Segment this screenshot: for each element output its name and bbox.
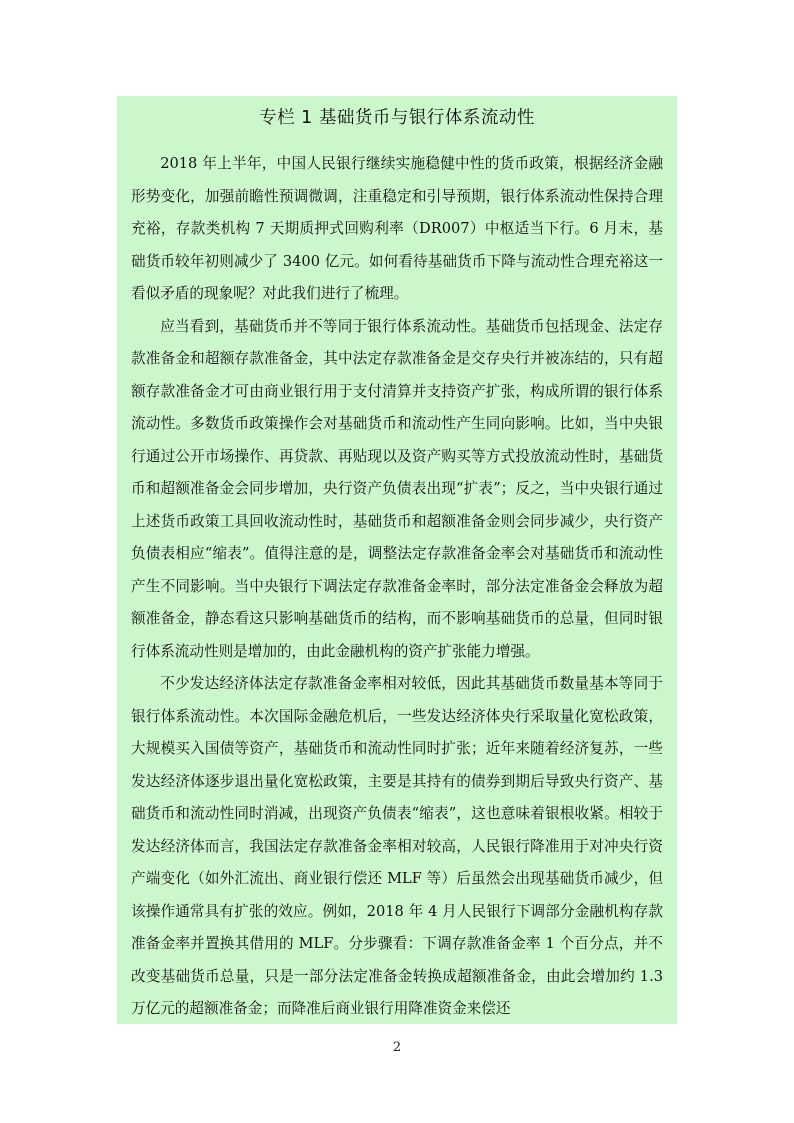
paragraph-3: 不少发达经济体法定存款准备金率相对较低，因此其基础货币数量基本等同于银行体系流动性。本次国际金融危机后，一些发达经济体央行采取量化宽松政策，大规模买入国债等资产，基础货币和流动性同时扩张；近年来随着经济复苏，一些发达经济体逐步退出量化宽松政策，主要是其持有的债券到期后导致央行资产、基础货币和流动性同时消减，出现资产负债表“缩表”，这也意味着银根收紧。相较于发达经济体而言，我国法定存款准备金率相对较高，人民银行降准用于对冲央行资产端变化（如外汇流出、商业银行偿还 MLF 等）后虽然会出现基础货币减少，但该操作通常具有扩张的效应。例如，2018 年 4 月人民银行下调部分金融机构存款准备金率并置换其借用的 MLF。分步骤看：下调存款准备金率 1 个百分点，并不改变基础货币总量，只是一部分法定准备金转换成超额准备金，由此会增加约 1.3 万亿元的超额准备金；而降准后商业银行用降准资金来偿还 <box>131 675 663 1017</box>
column-box <box>117 96 677 1024</box>
column-title: 专栏 1 基础货币与银行体系流动性 <box>259 108 535 128</box>
paragraph-1: 2018 年上半年，中国人民银行继续实施稳健中性的货币政策，根据经济金融形势变化，加强前瞻性预调微调，注重稳定和引导预期，银行体系流动性保持合理充裕，存款类机构 7 天期质押式回购利率（DR007）中枢适当下行。6 月末，基础货币较年初则减少了 3400 亿元。如何看待基础货币下降与流动性合理充裕这一看似矛盾的现象呢？对此我们进行了梳理。 <box>131 155 663 302</box>
paragraph-2: 应当看到，基础货币并不等同于银行体系流动性。基础货币包括现金、法定存款准备金和超额存款准备金，其中法定存款准备金是交存央行并被冻结的，只有超额存款准备金才可由商业银行用于支付清算并支持资产扩张，构成所谓的银行体系流动性。多数货币政策操作会对基础货币和流动性产生同向影响。比如，当中央银行通过公开市场操作、再贷款、再贴现以及资产购买等方式投放流动性时，基础货币和超额准备金会同步增加，央行资产负债表出现“扩表”；反之，当中央银行通过上述货币政策工具回收流动性时，基础货币和超额准备金则会同步减少，央行资产负债表相应“缩表”。值得注意的是，调整法定存款准备金率会对基础货币和流动性产生不同影响。当中央银行下调法定存款准备金率时，部分法定准备金会释放为超额准备金，静态看这只影响基础货币的结构，而不影响基础货币的总量，但同时银行体系流动性则是增加的，由此金融机构的资产扩张能力增强。 <box>131 317 663 660</box>
column-body <box>131 148 663 1026</box>
page-number: 2 <box>392 1040 402 1055</box>
